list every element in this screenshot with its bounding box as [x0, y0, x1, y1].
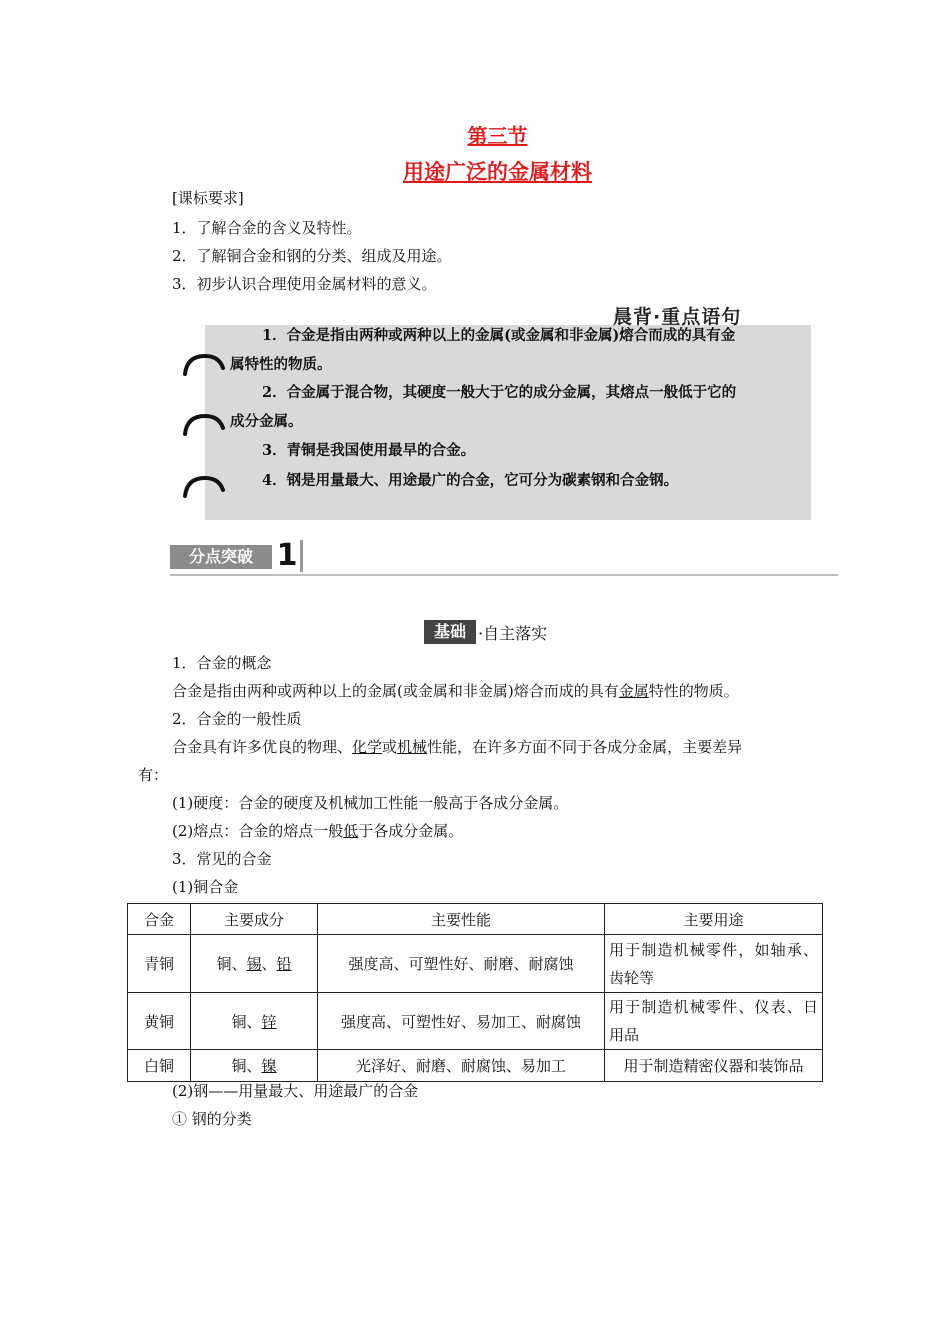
binder-ring-icon [181, 412, 225, 438]
alloy-properties: 强度高、可塑性好、耐磨、耐腐蚀 [318, 935, 605, 993]
page-title: 用途广泛的金属材料 [403, 159, 592, 184]
p2-melting: (2)熔点：合金的熔点一般低于各成分金属。 [172, 822, 464, 840]
binder-ring-icon [181, 352, 225, 378]
key-sentences-heading: 晨背·重点语句 [613, 306, 742, 328]
divider [170, 574, 838, 576]
alloy-properties: 强度高、可塑性好、易加工、耐腐蚀 [318, 993, 605, 1050]
copper-alloy-table [127, 903, 823, 1082]
requirement-item: 1．了解合金的含义及特性。 [172, 219, 362, 237]
p2-text-cont: 有： [138, 766, 169, 784]
jichu-subtitle: ·自主落实 [478, 624, 548, 643]
key-sentence-1-cont: 属特性的物质。 [230, 356, 332, 373]
table-header: 主要成分 [191, 904, 318, 935]
p1-heading: 1．合金的概念 [172, 654, 272, 672]
table-row [128, 1050, 823, 1082]
table-header-row [128, 904, 823, 935]
alloy-uses: 用于制造机械零件、仪表、日用品 [605, 993, 823, 1050]
section-banner [170, 540, 300, 572]
table-header: 合金 [128, 904, 191, 935]
alloy-name: 白铜 [128, 1050, 191, 1082]
alloy-composition: 铜、锡、铅 [191, 935, 318, 993]
key-sentence-2: 2．合金属于混合物，其硬度一般大于它的成分金属，其熔点一般低于它的 [262, 384, 737, 401]
binder-ring-icon [181, 474, 225, 500]
steel-heading: (2)钢——用量最大、用途最广的合金 [172, 1082, 419, 1100]
alloy-composition: 铜、锌 [191, 993, 318, 1050]
alloy-uses: 用于制造精密仪器和装饰品 [605, 1050, 823, 1082]
alloy-name: 青铜 [128, 935, 191, 993]
requirement-item: 3．初步认识合理使用金属材料的意义。 [172, 275, 437, 293]
table-row [128, 993, 823, 1050]
p1-text: 合金是指由两种或两种以上的金属(或金属和非金属)熔合而成的具有金属特性的物质。 [172, 682, 739, 700]
table-row [128, 935, 823, 993]
alloy-name: 黄铜 [128, 993, 191, 1050]
p2-text: 合金具有许多优良的物理、化学或机械性能，在许多方面不同于各成分金属，主要差异 [172, 738, 743, 756]
p3-heading: 3．常见的合金 [172, 850, 272, 868]
section-title: 第三节 [467, 124, 528, 148]
key-sentence-4: 4．钢是用量最大、用途最广的合金，它可分为碳素钢和合金钢。 [262, 472, 679, 489]
table-header: 主要用途 [605, 904, 823, 935]
requirement-item: 2．了解铜合金和钢的分类、组成及用途。 [172, 247, 452, 265]
alloy-uses: 用于制造机械零件，如轴承、齿轮等 [605, 935, 823, 993]
key-sentence-2-cont: 成分金属。 [230, 413, 303, 430]
key-sentence-3: 3．青铜是我国使用最早的合金。 [262, 442, 476, 459]
key-sentence-1: 1．合金是指由两种或两种以上的金属(或金属和非金属)熔合而成的具有金 [262, 327, 736, 344]
alloy-properties: 光泽好、耐磨、耐腐蚀、易加工 [318, 1050, 605, 1082]
section-banner-number: 1 [274, 540, 303, 572]
jichu-badge: 基础 [424, 620, 476, 644]
section-banner-label: 分点突破 [170, 545, 272, 569]
p2-hardness: (1)硬度：合金的硬度及机械加工性能一般高于各成分金属。 [172, 794, 569, 812]
table-header: 主要性能 [318, 904, 605, 935]
p2-heading: 2．合金的一般性质 [172, 710, 302, 728]
copper-alloy-heading: (1)铜合金 [172, 878, 239, 896]
alloy-composition: 铜、镍 [191, 1050, 318, 1082]
steel-classification: ① 钢的分类 [172, 1110, 252, 1128]
requirements-heading: [课标要求] [172, 189, 244, 207]
